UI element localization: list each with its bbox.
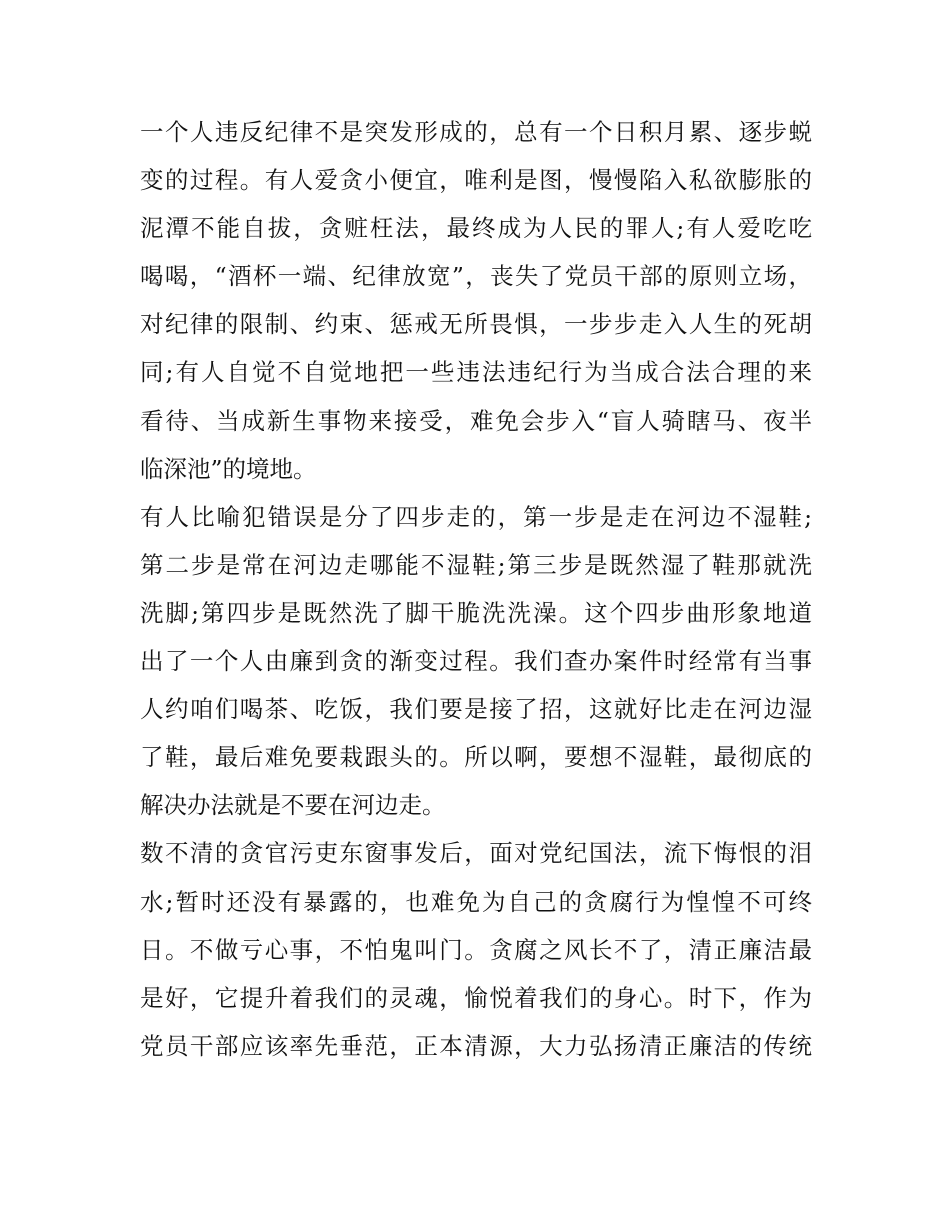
text-line: 有人比喻犯错误是分了四步走的，第一步是走在河边不湿鞋; [140,502,812,531]
paragraph-2 [140,493,812,830]
text-line: 解决办法就是不要在河边走。 [140,791,446,820]
text-line: 喝喝，“酒杯一端、纪律放宽”，丧失了党员干部的原则立场， [140,262,812,291]
text-line: 洗脚;第四步是既然洗了脚干脆洗洗澡。这个四步曲形象地道 [140,598,812,627]
paragraph-1 [140,108,812,493]
text-line: 了鞋，最后难免要栽跟头的。所以啊，要想不湿鞋，最彻底的 [140,743,812,772]
text-line: 是好，它提升着我们的灵魂，愉悦着我们的身心。时下，作为 [140,983,812,1012]
text-line: 对纪律的限制、约束、惩戒无所畏惧，一步步走入人生的死胡 [140,310,812,339]
text-line: 泥潭不能自拔，贪赃枉法，最终成为人民的罪人;有人爱吃吃 [140,214,812,243]
text-line: 变的过程。有人爱贪小便宜，唯利是图，慢慢陷入私欲膨胀的 [140,166,812,195]
text-line: 第二步是常在河边走哪能不湿鞋;第三步是既然湿了鞋那就洗 [140,550,812,579]
text-line: 数不清的贪官污吏东窗事发后，面对党纪国法，流下悔恨的泪 [140,839,812,868]
text-line: 一个人违反纪律不是突发形成的，总有一个日积月累、逐步蜕 [140,118,812,146]
paragraph-3 [140,829,812,1069]
document-body [140,108,812,1070]
text-line: 看待、当成新生事物来接受，难免会步入“盲人骑瞎马、夜半 [140,406,812,435]
text-line: 人约咱们喝茶、吃饭，我们要是接了招，这就好比走在河边湿 [140,695,812,724]
text-line: 临深池”的境地。 [140,454,317,483]
text-line: 党员干部应该率先垂范，正本清源，大力弘扬清正廉洁的传统 [140,1031,812,1060]
text-line: 水;暂时还没有暴露的，也难免为自己的贪腐行为惶惶不可终 [140,887,812,916]
text-line: 出了一个人由廉到贪的渐变过程。我们查办案件时经常有当事 [140,647,812,676]
text-line: 日。不做亏心事，不怕鬼叫门。贪腐之风长不了，清正廉洁最 [140,935,812,964]
text-line: 同;有人自觉不自觉地把一些违法违纪行为当成合法合理的来 [140,358,812,387]
